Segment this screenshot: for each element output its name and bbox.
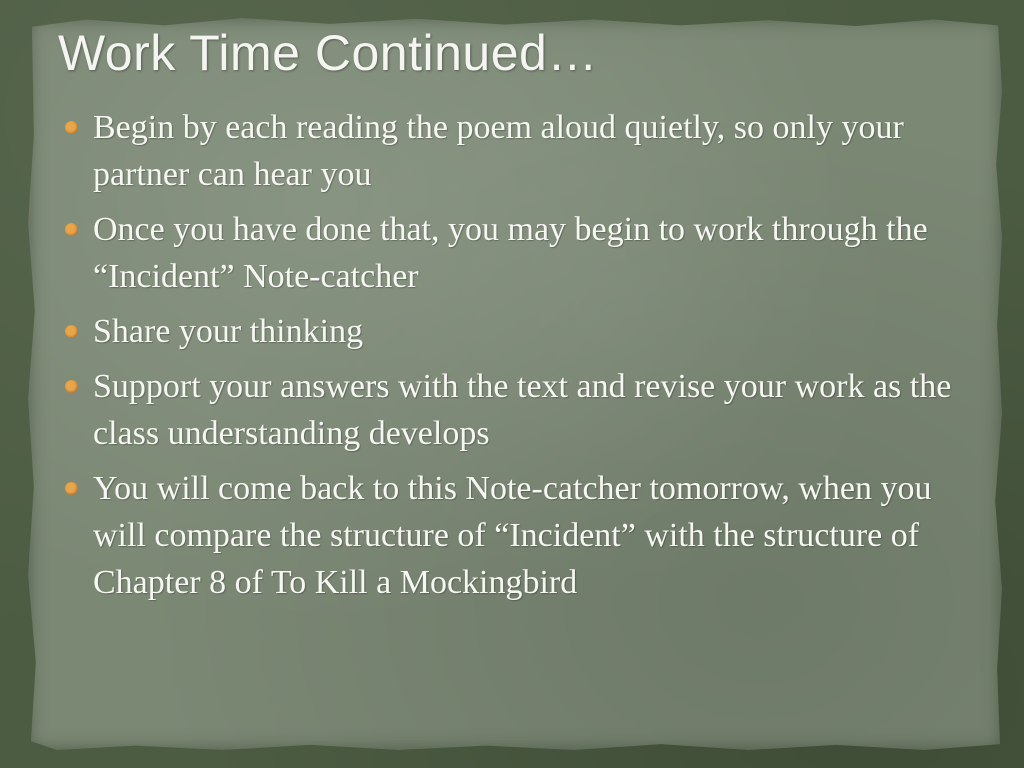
bullet-text: Share your thinking <box>93 313 364 350</box>
bullet-item <box>62 465 962 606</box>
bullet-dot-icon <box>65 482 78 495</box>
bullet-dot-icon <box>65 325 78 338</box>
bullet-list <box>62 104 962 614</box>
bullet-item <box>62 206 962 300</box>
bullet-item <box>62 308 962 355</box>
bullet-dot-icon <box>65 121 78 134</box>
slide-title: Work Time Continued… <box>58 25 598 81</box>
bullet-text: Support your answers with the text and revise your work as the class understanding develops <box>93 368 952 452</box>
bullet-text: You will come back to this Note-catcher tomorrow, when you will compare the structure of “Incident” with the structure of Chapter 8 of To Kill a Mockingbird <box>93 470 932 601</box>
bullet-text: Begin by each reading the poem aloud quietly, so only your partner can hear you <box>93 109 904 193</box>
bullet-dot-icon <box>65 223 78 236</box>
bullet-item <box>62 363 962 457</box>
bullet-text: Once you have done that, you may begin to work through the “Incident” Note-catcher <box>93 211 928 295</box>
bullet-item <box>62 104 962 198</box>
bullet-dot-icon <box>65 380 78 393</box>
